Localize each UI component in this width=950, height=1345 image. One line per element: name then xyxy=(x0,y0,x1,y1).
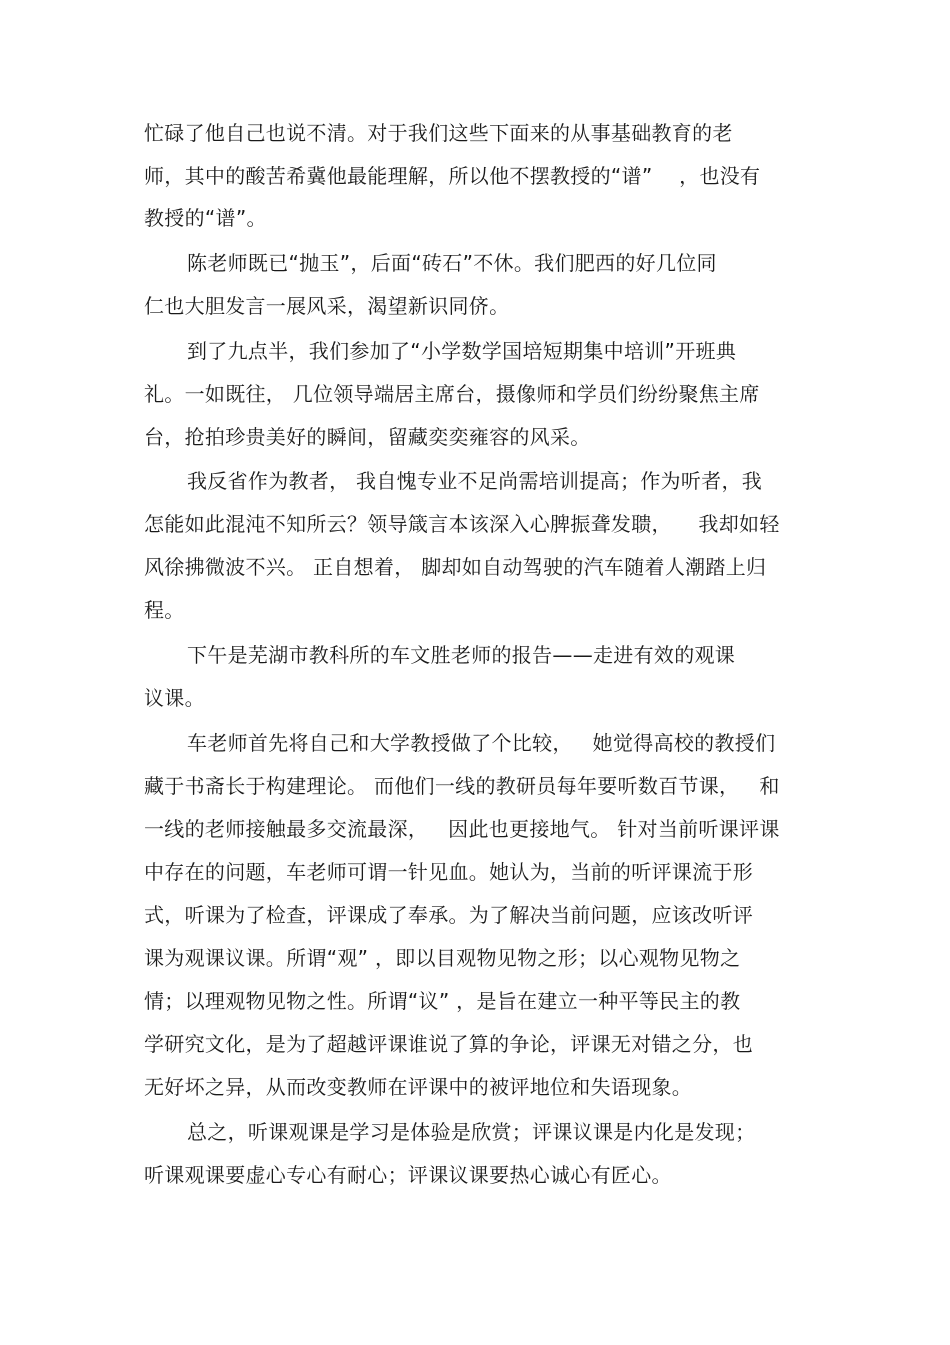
paragraph-line: 中存在的问题，车老师可谓一针见血。她认为，当前的听评课流于形 xyxy=(144,860,753,884)
paragraph-line: 仁也大胆发言一展风采，渴望新识同侪。 xyxy=(144,294,510,318)
paragraph-line: 礼。一如既往， 几位领导端居主席台，摄像师和学员们纷纷聚焦主席 xyxy=(144,382,760,406)
paragraph-line: 怎能如此混沌不知所云？领导箴言本该深入心脾振聋发聩， 我却如轻 xyxy=(144,512,780,536)
paragraph-line: 课为观课议课。所谓“观” ，即以目观物见物之形；以心观物见物之 xyxy=(144,946,741,970)
paragraph-line: 一线的老师接触最多交流最深， 因此也更接地气。 针对当前听课评课 xyxy=(144,817,780,841)
paragraph-line: 程。 xyxy=(144,598,185,622)
paragraph-line: 下午是芜湖市教科所的车文胜老师的报告——走进有效的观课 xyxy=(187,643,736,667)
paragraph-line: 议课。 xyxy=(144,686,205,710)
paragraph-line: 我反省作为教者， 我自愧专业不足尚需培训提高；作为听者，我 xyxy=(187,469,763,493)
paragraph-line: 教授的“谱”。 xyxy=(144,206,267,230)
paragraph-line: 无好坏之异，从而改变教师在评课中的被评地位和失语现象。 xyxy=(144,1075,693,1099)
paragraph-line: 风徐拂微波不兴。 正自想着， 脚却如自动驾驶的汽车随着人潮踏上归 xyxy=(144,555,767,579)
paragraph-line: 式，听课为了检查，评课成了奉承。为了解决当前问题，应该改听评 xyxy=(144,903,753,927)
paragraph-line: 车老师首先将自己和大学教授做了个比较， 她觉得高校的教授们 xyxy=(187,731,776,755)
paragraph-line: 师，其中的酸苦希冀他最能理解，所以他不摆教授的“谱” ，也没有 xyxy=(144,164,761,188)
paragraph-line: 听课观课要虚心专心有耐心；评课议课要热心诚心有匠心。 xyxy=(144,1163,672,1187)
paragraph-line: 藏于书斋长于构建理论。 而他们一线的教研员每年要听数百节课， 和 xyxy=(144,774,780,798)
paragraph-line: 学研究文化，是为了超越评课谁说了算的争论，评课无对错之分，也 xyxy=(144,1032,753,1056)
paragraph-line: 陈老师既已“抛玉”，后面“砖石”不休。我们肥西的好几位同 xyxy=(187,251,717,275)
paragraph-line: 台，抢拍珍贵美好的瞬间，留藏奕奕雍容的风采。 xyxy=(144,425,591,449)
paragraph-line: 到了九点半，我们参加了“小学数学国培短期集中培训”开班典 xyxy=(187,339,737,363)
paragraph-line: 总之，听课观课是学习是体验是欣赏；评课议课是内化是发现； xyxy=(187,1120,756,1144)
paragraph-line: 忙碌了他自己也说不清。对于我们这些下面来的从事基础教育的老 xyxy=(144,121,733,145)
paragraph-line: 情；以理观物见物之性。所谓“议” ，是旨在建立一种平等民主的教 xyxy=(144,989,741,1013)
